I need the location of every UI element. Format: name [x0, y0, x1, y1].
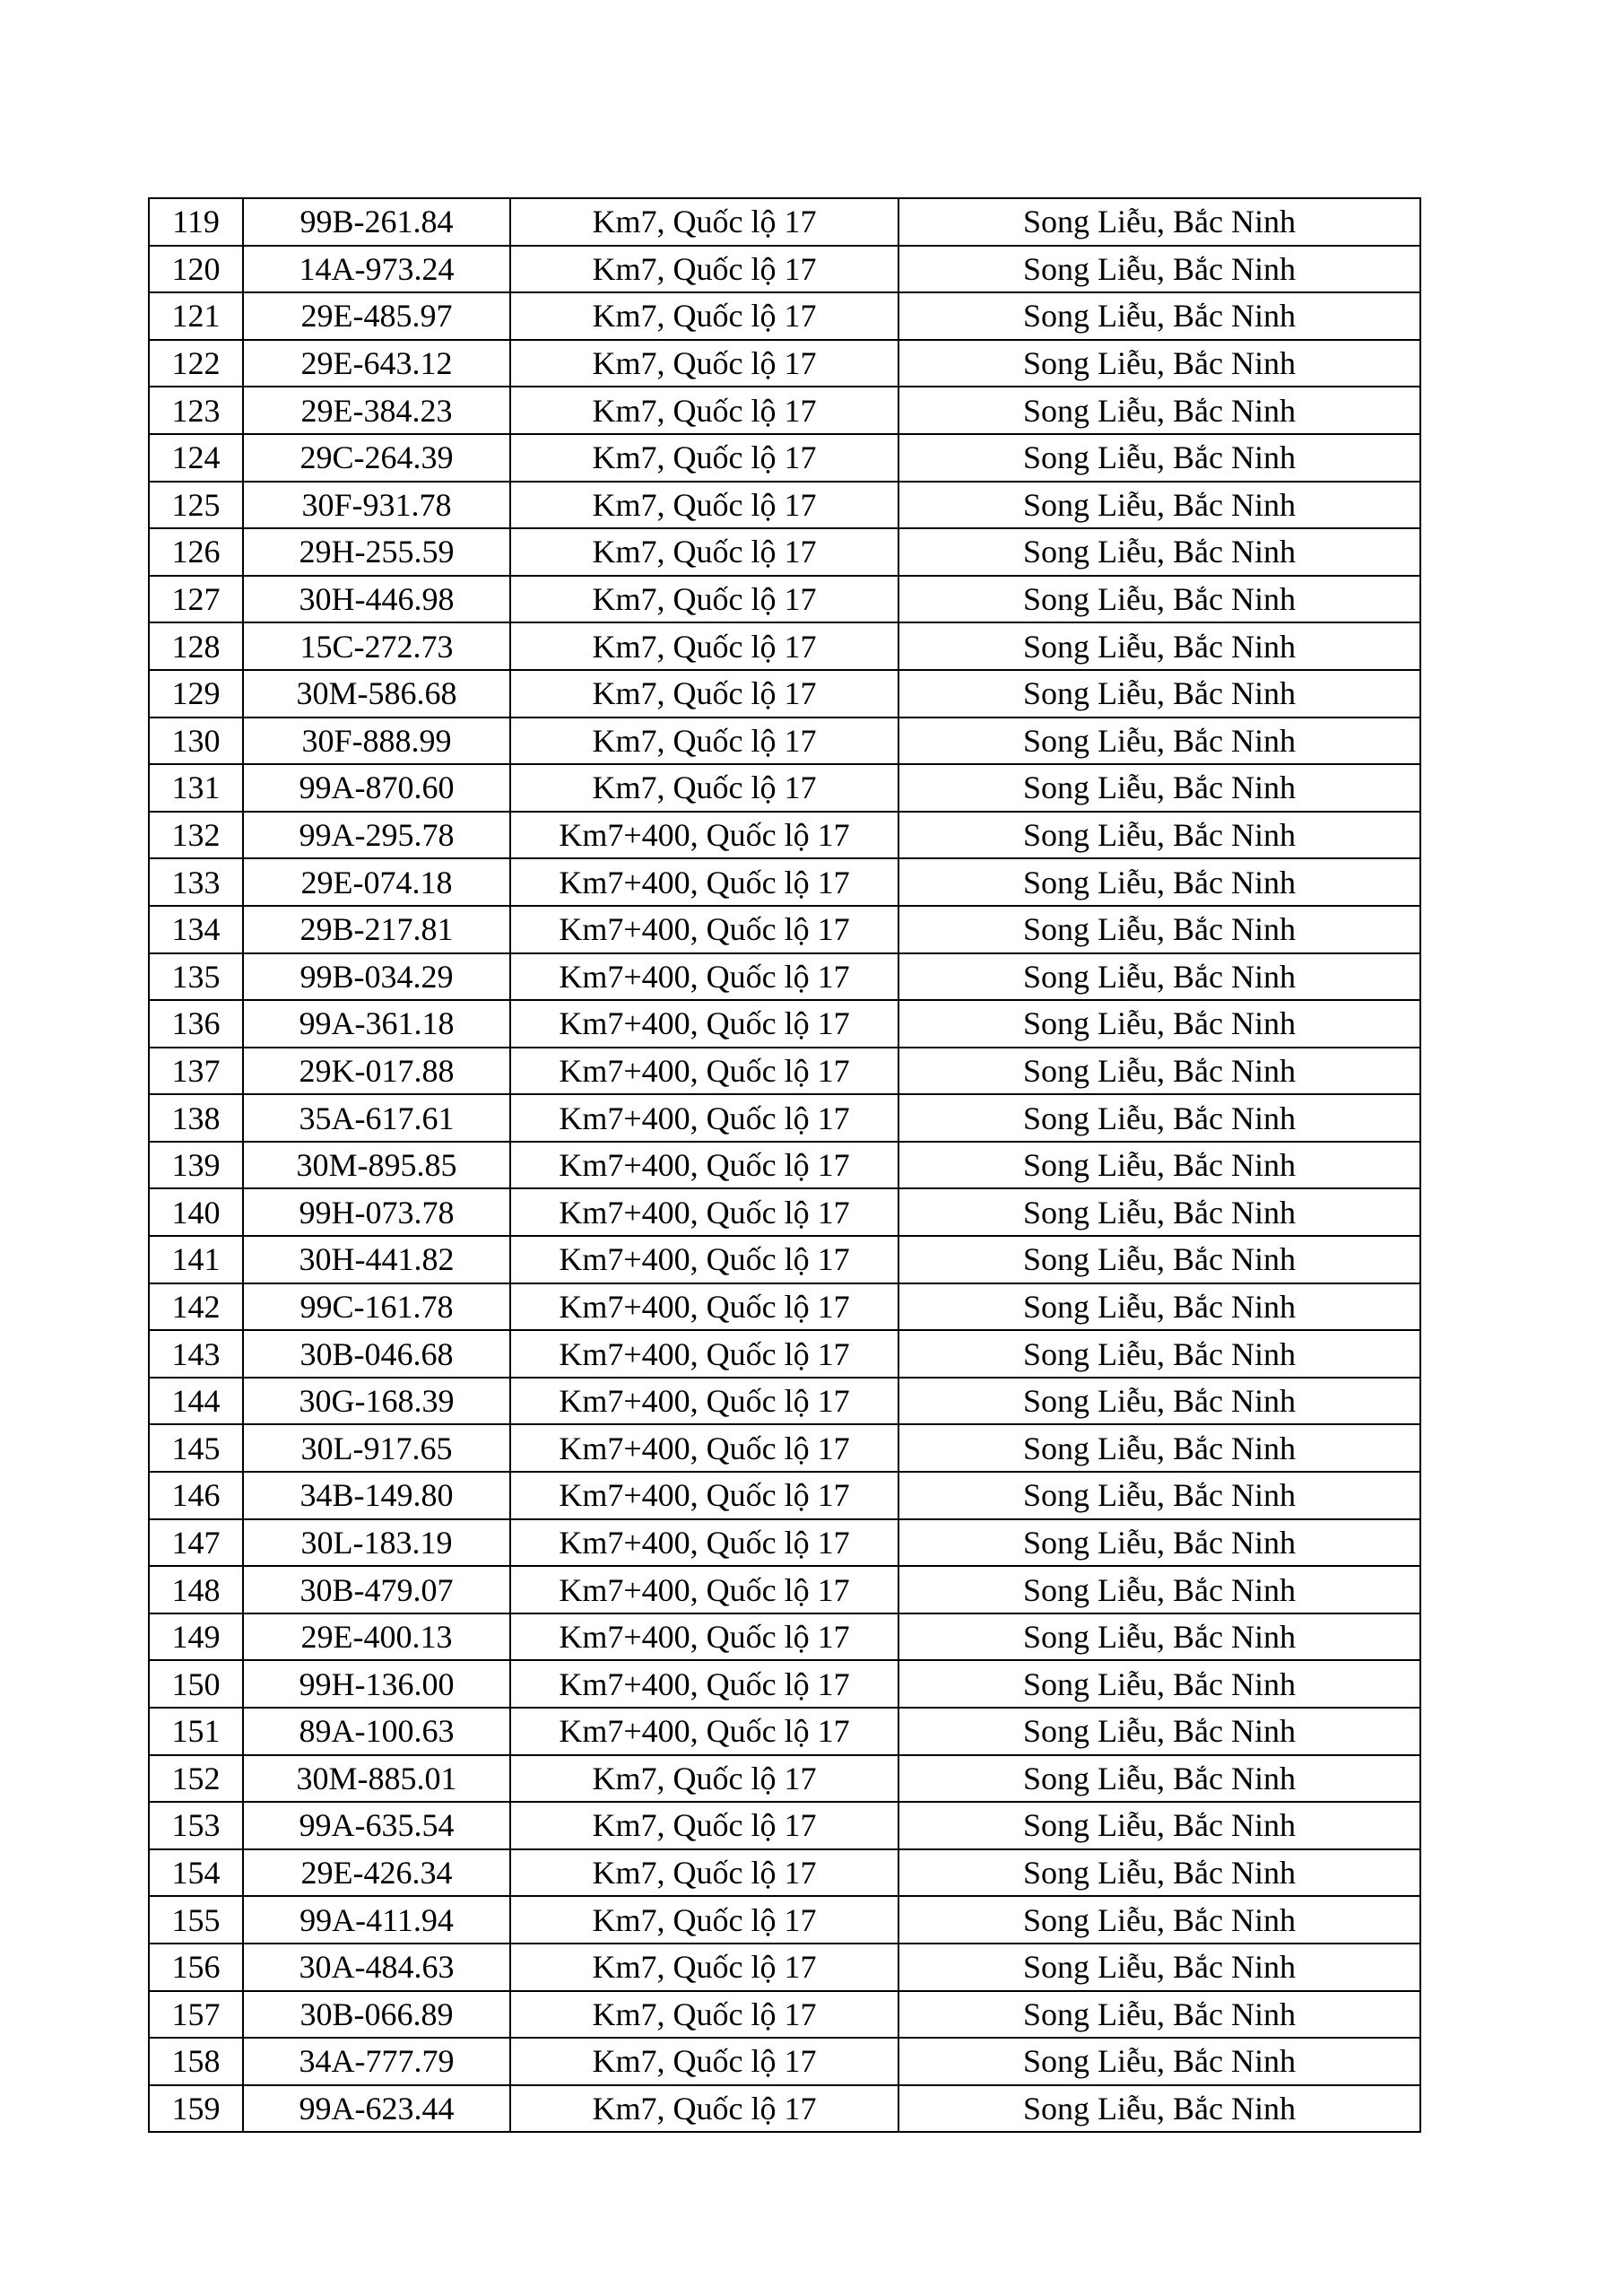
area-cell: Song Liễu, Bắc Ninh — [898, 622, 1420, 670]
table-row — [149, 2038, 1420, 2085]
table-row — [149, 1660, 1420, 1708]
area-cell: Song Liễu, Bắc Ninh — [898, 1188, 1420, 1236]
area-cell: Song Liễu, Bắc Ninh — [898, 670, 1420, 718]
row-number-cell: 132 — [149, 812, 243, 859]
row-number-cell: 149 — [149, 1613, 243, 1661]
license-plate-cell: 99A-635.54 — [243, 1802, 510, 1849]
row-number-cell: 123 — [149, 387, 243, 434]
license-plate-cell: 35A-617.61 — [243, 1094, 510, 1142]
road-location-cell: Km7+400, Quốc lộ 17 — [510, 1048, 898, 1095]
table-row — [149, 1000, 1420, 1048]
road-location-cell: Km7+400, Quốc lộ 17 — [510, 1378, 898, 1425]
area-cell: Song Liễu, Bắc Ninh — [898, 1378, 1420, 1425]
license-plate-cell: 29E-643.12 — [243, 340, 510, 387]
license-plate-cell: 30B-479.07 — [243, 1566, 510, 1613]
area-cell: Song Liễu, Bắc Ninh — [898, 2085, 1420, 2133]
table-row — [149, 953, 1420, 1001]
license-plate-cell: 99B-034.29 — [243, 953, 510, 1001]
area-cell: Song Liễu, Bắc Ninh — [898, 1236, 1420, 1283]
table-row — [149, 718, 1420, 765]
road-location-cell: Km7, Quốc lộ 17 — [510, 1944, 898, 1991]
area-cell: Song Liễu, Bắc Ninh — [898, 292, 1420, 340]
row-number-cell: 122 — [149, 340, 243, 387]
area-cell: Song Liễu, Bắc Ninh — [898, 1660, 1420, 1708]
row-number-cell: 156 — [149, 1944, 243, 1991]
license-plate-cell: 30A-484.63 — [243, 1944, 510, 1991]
table-row — [149, 1896, 1420, 1944]
road-location-cell: Km7+400, Quốc lộ 17 — [510, 1142, 898, 1189]
row-number-cell: 119 — [149, 198, 243, 246]
row-number-cell: 140 — [149, 1188, 243, 1236]
area-cell: Song Liễu, Bắc Ninh — [898, 718, 1420, 765]
row-number-cell: 121 — [149, 292, 243, 340]
license-plate-cell: 30B-046.68 — [243, 1330, 510, 1378]
row-number-cell: 130 — [149, 718, 243, 765]
table-row — [149, 2085, 1420, 2133]
row-number-cell: 124 — [149, 434, 243, 482]
table-row — [149, 906, 1420, 953]
row-number-cell: 155 — [149, 1896, 243, 1944]
table-row — [149, 1142, 1420, 1189]
road-location-cell: Km7, Quốc lộ 17 — [510, 1896, 898, 1944]
area-cell: Song Liễu, Bắc Ninh — [898, 482, 1420, 529]
road-location-cell: Km7+400, Quốc lộ 17 — [510, 1236, 898, 1283]
road-location-cell: Km7, Quốc lộ 17 — [510, 198, 898, 246]
road-location-cell: Km7+400, Quốc lộ 17 — [510, 812, 898, 859]
area-cell: Song Liễu, Bắc Ninh — [898, 1283, 1420, 1331]
road-location-cell: Km7+400, Quốc lộ 17 — [510, 1000, 898, 1048]
table-row — [149, 1472, 1420, 1519]
table-row — [149, 1802, 1420, 1849]
license-plate-cell: 99H-136.00 — [243, 1660, 510, 1708]
license-plate-cell: 30M-885.01 — [243, 1755, 510, 1803]
table-row — [149, 1566, 1420, 1613]
table-row — [149, 1519, 1420, 1567]
area-cell: Song Liễu, Bắc Ninh — [898, 2038, 1420, 2085]
area-cell: Song Liễu, Bắc Ninh — [898, 953, 1420, 1001]
row-number-cell: 138 — [149, 1094, 243, 1142]
area-cell: Song Liễu, Bắc Ninh — [898, 387, 1420, 434]
area-cell: Song Liễu, Bắc Ninh — [898, 1142, 1420, 1189]
table-row — [149, 1991, 1420, 2039]
row-number-cell: 148 — [149, 1566, 243, 1613]
road-location-cell: Km7+400, Quốc lộ 17 — [510, 1330, 898, 1378]
row-number-cell: 139 — [149, 1142, 243, 1189]
area-cell: Song Liễu, Bắc Ninh — [898, 1708, 1420, 1755]
row-number-cell: 134 — [149, 906, 243, 953]
area-cell: Song Liễu, Bắc Ninh — [898, 1000, 1420, 1048]
road-location-cell: Km7, Quốc lộ 17 — [510, 670, 898, 718]
license-plate-cell: 29K-017.88 — [243, 1048, 510, 1095]
row-number-cell: 120 — [149, 246, 243, 293]
license-plate-cell: 30G-168.39 — [243, 1378, 510, 1425]
table-row — [149, 292, 1420, 340]
road-location-cell: Km7+400, Quốc lộ 17 — [510, 1283, 898, 1331]
license-plate-cell: 99A-623.44 — [243, 2085, 510, 2133]
row-number-cell: 141 — [149, 1236, 243, 1283]
row-number-cell: 144 — [149, 1378, 243, 1425]
table-row — [149, 198, 1420, 246]
table-row — [149, 1849, 1420, 1897]
license-plate-cell: 29E-426.34 — [243, 1849, 510, 1897]
row-number-cell: 151 — [149, 1708, 243, 1755]
row-number-cell: 147 — [149, 1519, 243, 1567]
license-plate-cell: 30L-917.65 — [243, 1424, 510, 1472]
row-number-cell: 152 — [149, 1755, 243, 1803]
area-cell: Song Liễu, Bắc Ninh — [898, 764, 1420, 812]
area-cell: Song Liễu, Bắc Ninh — [898, 1472, 1420, 1519]
table-row — [149, 1378, 1420, 1425]
area-cell: Song Liễu, Bắc Ninh — [898, 1802, 1420, 1849]
area-cell: Song Liễu, Bắc Ninh — [898, 1991, 1420, 2039]
area-cell: Song Liễu, Bắc Ninh — [898, 340, 1420, 387]
row-number-cell: 131 — [149, 764, 243, 812]
vehicle-list-table — [148, 197, 1421, 2133]
table-row — [149, 1944, 1420, 1991]
row-number-cell: 142 — [149, 1283, 243, 1331]
road-location-cell: Km7+400, Quốc lộ 17 — [510, 1566, 898, 1613]
road-location-cell: Km7, Quốc lộ 17 — [510, 292, 898, 340]
table-row — [149, 1613, 1420, 1661]
road-location-cell: Km7+400, Quốc lộ 17 — [510, 1519, 898, 1567]
license-plate-cell: 89A-100.63 — [243, 1708, 510, 1755]
table-row — [149, 858, 1420, 906]
area-cell: Song Liễu, Bắc Ninh — [898, 1896, 1420, 1944]
area-cell: Song Liễu, Bắc Ninh — [898, 1849, 1420, 1897]
table-row — [149, 576, 1420, 623]
area-cell: Song Liễu, Bắc Ninh — [898, 1566, 1420, 1613]
row-number-cell: 137 — [149, 1048, 243, 1095]
table-row — [149, 1424, 1420, 1472]
area-cell: Song Liễu, Bắc Ninh — [898, 1755, 1420, 1803]
table-row — [149, 434, 1420, 482]
row-number-cell: 153 — [149, 1802, 243, 1849]
area-cell: Song Liễu, Bắc Ninh — [898, 434, 1420, 482]
area-cell: Song Liễu, Bắc Ninh — [898, 1519, 1420, 1567]
road-location-cell: Km7, Quốc lộ 17 — [510, 1755, 898, 1803]
license-plate-cell: 30L-183.19 — [243, 1519, 510, 1567]
area-cell: Song Liễu, Bắc Ninh — [898, 198, 1420, 246]
area-cell: Song Liễu, Bắc Ninh — [898, 528, 1420, 576]
road-location-cell: Km7+400, Quốc lộ 17 — [510, 1424, 898, 1472]
license-plate-cell: 99B-261.84 — [243, 198, 510, 246]
road-location-cell: Km7, Quốc lộ 17 — [510, 1802, 898, 1849]
area-cell: Song Liễu, Bắc Ninh — [898, 1944, 1420, 1991]
table-row — [149, 482, 1420, 529]
road-location-cell: Km7, Quốc lộ 17 — [510, 434, 898, 482]
area-cell: Song Liễu, Bắc Ninh — [898, 1048, 1420, 1095]
license-plate-cell: 15C-272.73 — [243, 622, 510, 670]
road-location-cell: Km7, Quốc lộ 17 — [510, 528, 898, 576]
row-number-cell: 129 — [149, 670, 243, 718]
license-plate-cell: 99A-411.94 — [243, 1896, 510, 1944]
area-cell: Song Liễu, Bắc Ninh — [898, 812, 1420, 859]
road-location-cell: Km7+400, Quốc lộ 17 — [510, 1188, 898, 1236]
area-cell: Song Liễu, Bắc Ninh — [898, 858, 1420, 906]
row-number-cell: 146 — [149, 1472, 243, 1519]
row-number-cell: 136 — [149, 1000, 243, 1048]
license-plate-cell: 34A-777.79 — [243, 2038, 510, 2085]
table-row — [149, 528, 1420, 576]
row-number-cell: 126 — [149, 528, 243, 576]
license-plate-cell: 30F-888.99 — [243, 718, 510, 765]
area-cell: Song Liễu, Bắc Ninh — [898, 1613, 1420, 1661]
license-plate-cell: 30F-931.78 — [243, 482, 510, 529]
road-location-cell: Km7+400, Quốc lộ 17 — [510, 1094, 898, 1142]
license-plate-cell: 29H-255.59 — [243, 528, 510, 576]
row-number-cell: 145 — [149, 1424, 243, 1472]
table-row — [149, 246, 1420, 293]
road-location-cell: Km7+400, Quốc lộ 17 — [510, 1660, 898, 1708]
license-plate-cell: 34B-149.80 — [243, 1472, 510, 1519]
area-cell: Song Liễu, Bắc Ninh — [898, 246, 1420, 293]
row-number-cell: 158 — [149, 2038, 243, 2085]
area-cell: Song Liễu, Bắc Ninh — [898, 906, 1420, 953]
license-plate-cell: 99H-073.78 — [243, 1188, 510, 1236]
table-row — [149, 1094, 1420, 1142]
road-location-cell: Km7+400, Quốc lộ 17 — [510, 953, 898, 1001]
table-row — [149, 670, 1420, 718]
license-plate-cell: 30H-446.98 — [243, 576, 510, 623]
table-row — [149, 812, 1420, 859]
road-location-cell: Km7, Quốc lộ 17 — [510, 764, 898, 812]
road-location-cell: Km7, Quốc lộ 17 — [510, 1991, 898, 2039]
row-number-cell: 128 — [149, 622, 243, 670]
road-location-cell: Km7+400, Quốc lộ 17 — [510, 1613, 898, 1661]
table-row — [149, 340, 1420, 387]
road-location-cell: Km7, Quốc lộ 17 — [510, 718, 898, 765]
license-plate-cell: 29B-217.81 — [243, 906, 510, 953]
table-row — [149, 1755, 1420, 1803]
license-plate-cell: 99A-870.60 — [243, 764, 510, 812]
road-location-cell: Km7, Quốc lộ 17 — [510, 2038, 898, 2085]
road-location-cell: Km7+400, Quốc lộ 17 — [510, 1708, 898, 1755]
road-location-cell: Km7, Quốc lộ 17 — [510, 2085, 898, 2133]
area-cell: Song Liễu, Bắc Ninh — [898, 1094, 1420, 1142]
license-plate-cell: 29E-384.23 — [243, 387, 510, 434]
table-row — [149, 387, 1420, 434]
table-row — [149, 1283, 1420, 1331]
license-plate-cell: 29E-485.97 — [243, 292, 510, 340]
table-row — [149, 1330, 1420, 1378]
license-plate-cell: 99A-361.18 — [243, 1000, 510, 1048]
license-plate-cell: 30M-895.85 — [243, 1142, 510, 1189]
license-plate-cell: 29C-264.39 — [243, 434, 510, 482]
road-location-cell: Km7, Quốc lộ 17 — [510, 246, 898, 293]
license-plate-cell: 14A-973.24 — [243, 246, 510, 293]
table-row — [149, 1188, 1420, 1236]
road-location-cell: Km7, Quốc lộ 17 — [510, 1849, 898, 1897]
license-plate-cell: 30H-441.82 — [243, 1236, 510, 1283]
table-body — [149, 198, 1420, 2132]
area-cell: Song Liễu, Bắc Ninh — [898, 576, 1420, 623]
row-number-cell: 125 — [149, 482, 243, 529]
license-plate-cell: 30B-066.89 — [243, 1991, 510, 2039]
table-row — [149, 1048, 1420, 1095]
row-number-cell: 127 — [149, 576, 243, 623]
table-row — [149, 764, 1420, 812]
row-number-cell: 154 — [149, 1849, 243, 1897]
table-row — [149, 1708, 1420, 1755]
road-location-cell: Km7, Quốc lộ 17 — [510, 482, 898, 529]
table-row — [149, 622, 1420, 670]
license-plate-cell: 29E-074.18 — [243, 858, 510, 906]
row-number-cell: 159 — [149, 2085, 243, 2133]
license-plate-cell: 99A-295.78 — [243, 812, 510, 859]
row-number-cell: 143 — [149, 1330, 243, 1378]
road-location-cell: Km7+400, Quốc lộ 17 — [510, 1472, 898, 1519]
row-number-cell: 135 — [149, 953, 243, 1001]
road-location-cell: Km7, Quốc lộ 17 — [510, 340, 898, 387]
license-plate-cell: 29E-400.13 — [243, 1613, 510, 1661]
area-cell: Song Liễu, Bắc Ninh — [898, 1330, 1420, 1378]
area-cell: Song Liễu, Bắc Ninh — [898, 1424, 1420, 1472]
road-location-cell: Km7, Quốc lộ 17 — [510, 576, 898, 623]
row-number-cell: 150 — [149, 1660, 243, 1708]
row-number-cell: 157 — [149, 1991, 243, 2039]
road-location-cell: Km7, Quốc lộ 17 — [510, 387, 898, 434]
road-location-cell: Km7+400, Quốc lộ 17 — [510, 906, 898, 953]
row-number-cell: 133 — [149, 858, 243, 906]
table-row — [149, 1236, 1420, 1283]
road-location-cell: Km7+400, Quốc lộ 17 — [510, 858, 898, 906]
license-plate-cell: 30M-586.68 — [243, 670, 510, 718]
road-location-cell: Km7, Quốc lộ 17 — [510, 622, 898, 670]
license-plate-cell: 99C-161.78 — [243, 1283, 510, 1331]
